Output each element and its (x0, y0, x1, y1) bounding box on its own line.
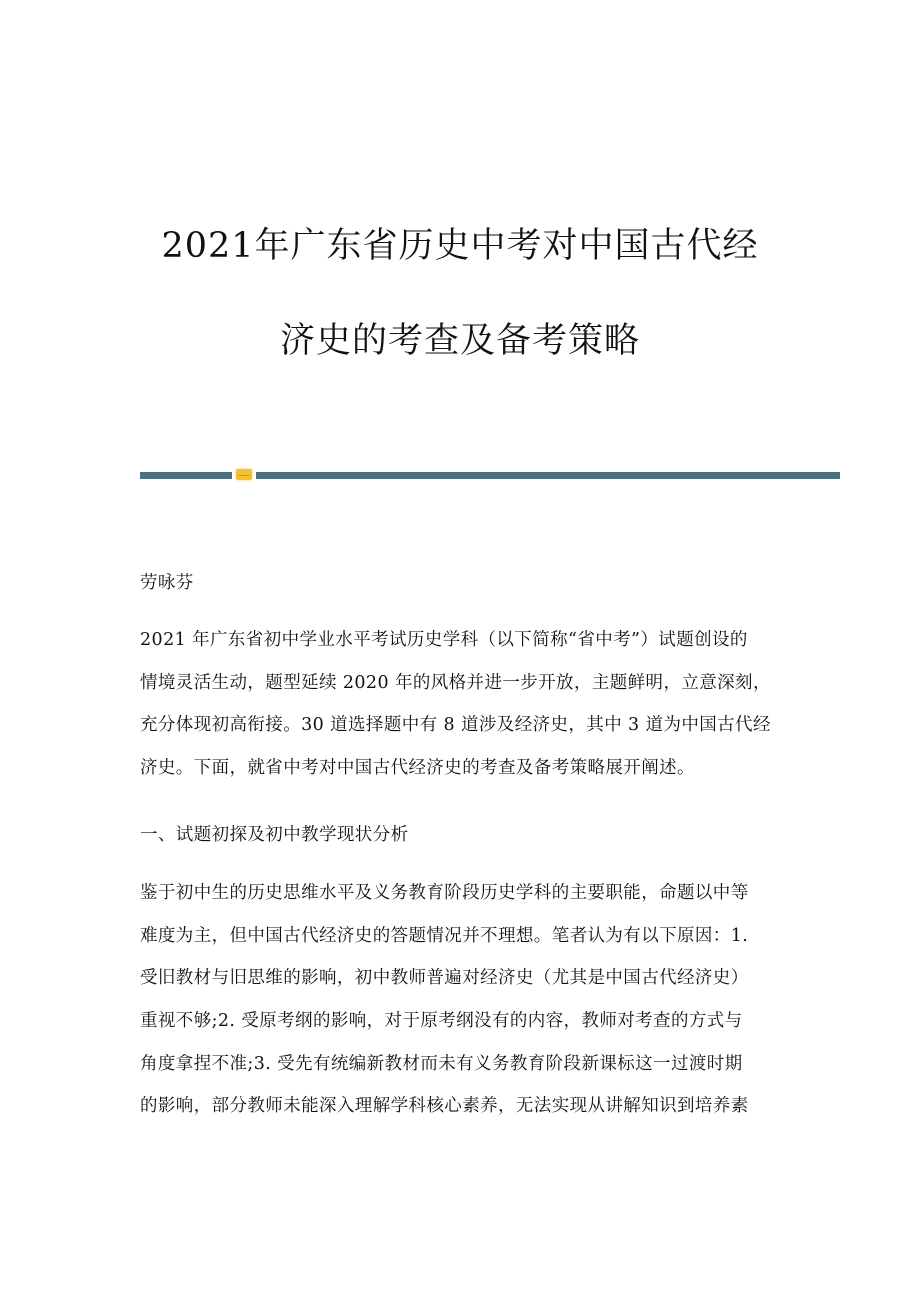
envelope-icon (236, 469, 252, 480)
author: 劳咏芬 (140, 573, 194, 593)
body-line: 的影响，部分教师未能深入理解学科核心素养，无法实现从讲解知识到培养素 (140, 1096, 749, 1116)
body-line: 重视不够;2. 受原考纲的影响，对于原考纲没有的内容，教师对考查的方式与 (140, 1011, 743, 1031)
intro-line: 济史。下面，就省中考对中国古代经济史的考查及备考策略展开阐述。 (140, 758, 695, 778)
body-line: 鉴于初中生的历史思维水平及义务教育阶段历史学科的主要职能，命题以中等 (140, 883, 749, 903)
intro-line: 情境灵活生动，题型延续 2020 年的风格并进一步开放，主题鲜明，立意深刻， (140, 673, 771, 693)
divider-right (256, 472, 840, 479)
divider-left (140, 472, 232, 479)
body-line: 难度为主，但中国古代经济史的答题情况并不理想。笔者认为有以下原因：1. (140, 926, 749, 946)
body-line: 角度拿捏不准;3. 受先有统编新教材而未有义务教育阶段新课标这一过渡时期 (140, 1054, 743, 1074)
intro-line: 2021 年广东省初中学业水平考试历史学科（以下简称“省中考”）试题创设的 (140, 630, 748, 650)
section-heading: 一、试题初探及初中教学现状分析 (140, 825, 409, 845)
intro-line: 充分体现初高衔接。30 道选择题中有 8 道涉及经济史，其中 3 道为中国古代经 (140, 715, 771, 735)
document-title-line-2: 济史的考查及备考策略 (279, 321, 640, 361)
document-title-line-1: 2021年广东省历史中考对中国古代经 (161, 226, 759, 266)
body-line: 受旧教材与旧思维的影响，初中教师普遍对经济史（尤其是中国古代经济史） (140, 968, 749, 988)
